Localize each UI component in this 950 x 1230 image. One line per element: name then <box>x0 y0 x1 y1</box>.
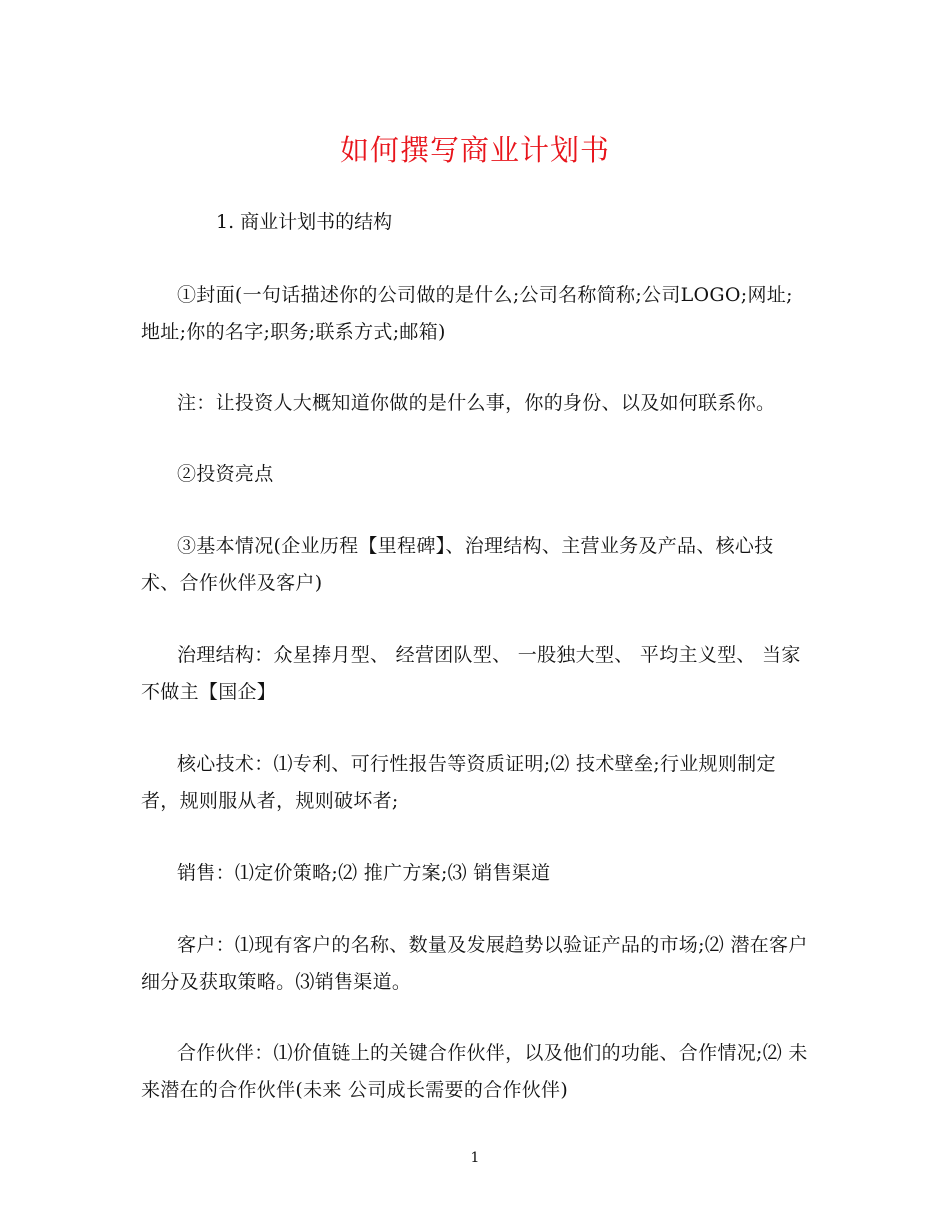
document-title: 如何撰写商业计划书 <box>339 133 610 167</box>
paragraph-basic-info: ③基本情况(企业历程【里程碑】、治理结构、主营业务及产品、核心技术、合作伙伴及客户) <box>141 535 774 594</box>
paragraph-customers: 客户：⑴现有客户的名称、数量及发展趋势以验证产品的市场;⑵ 潜在客户细分及获取策略。⑶销售渠道。 <box>141 934 808 993</box>
paragraph-core-tech: 核心技术：⑴专利、可行性报告等资质证明;⑵ 技术壁垒;行业规则制定者，规则服从者，规则破坏者; <box>141 753 776 812</box>
paragraph-investment-highlights: ②投资亮点 <box>177 463 274 485</box>
paragraph-cover: ①封面(一句话描述你的公司做的是什么;公司名称简称;公司LOGO;网址;地址;你的名字;职务;联系方式;邮箱) <box>141 284 793 343</box>
paragraph-partners: 合作伙伴：⑴价值链上的关键合作伙伴，以及他们的功能、合作情况;⑵ 未来潜在的合作伙伴(未来 公司成长需要的合作伙伴) <box>141 1042 808 1101</box>
page-number: 1 <box>470 1150 480 1166</box>
paragraph-note: 注：让投资人大概知道你做的是什么事，你的身份、以及如何联系你。 <box>177 392 776 414</box>
section-heading: 1. 商业计划书的结构 <box>216 211 393 233</box>
paragraph-governance: 治理结构：众星捧月型、 经营团队型、 一股独大型、 平均主义型、 当家不做主【国企】 <box>141 644 801 703</box>
paragraph-sales: 销售：⑴定价策略;⑵ 推广方案;⑶ 销售渠道 <box>177 862 551 884</box>
